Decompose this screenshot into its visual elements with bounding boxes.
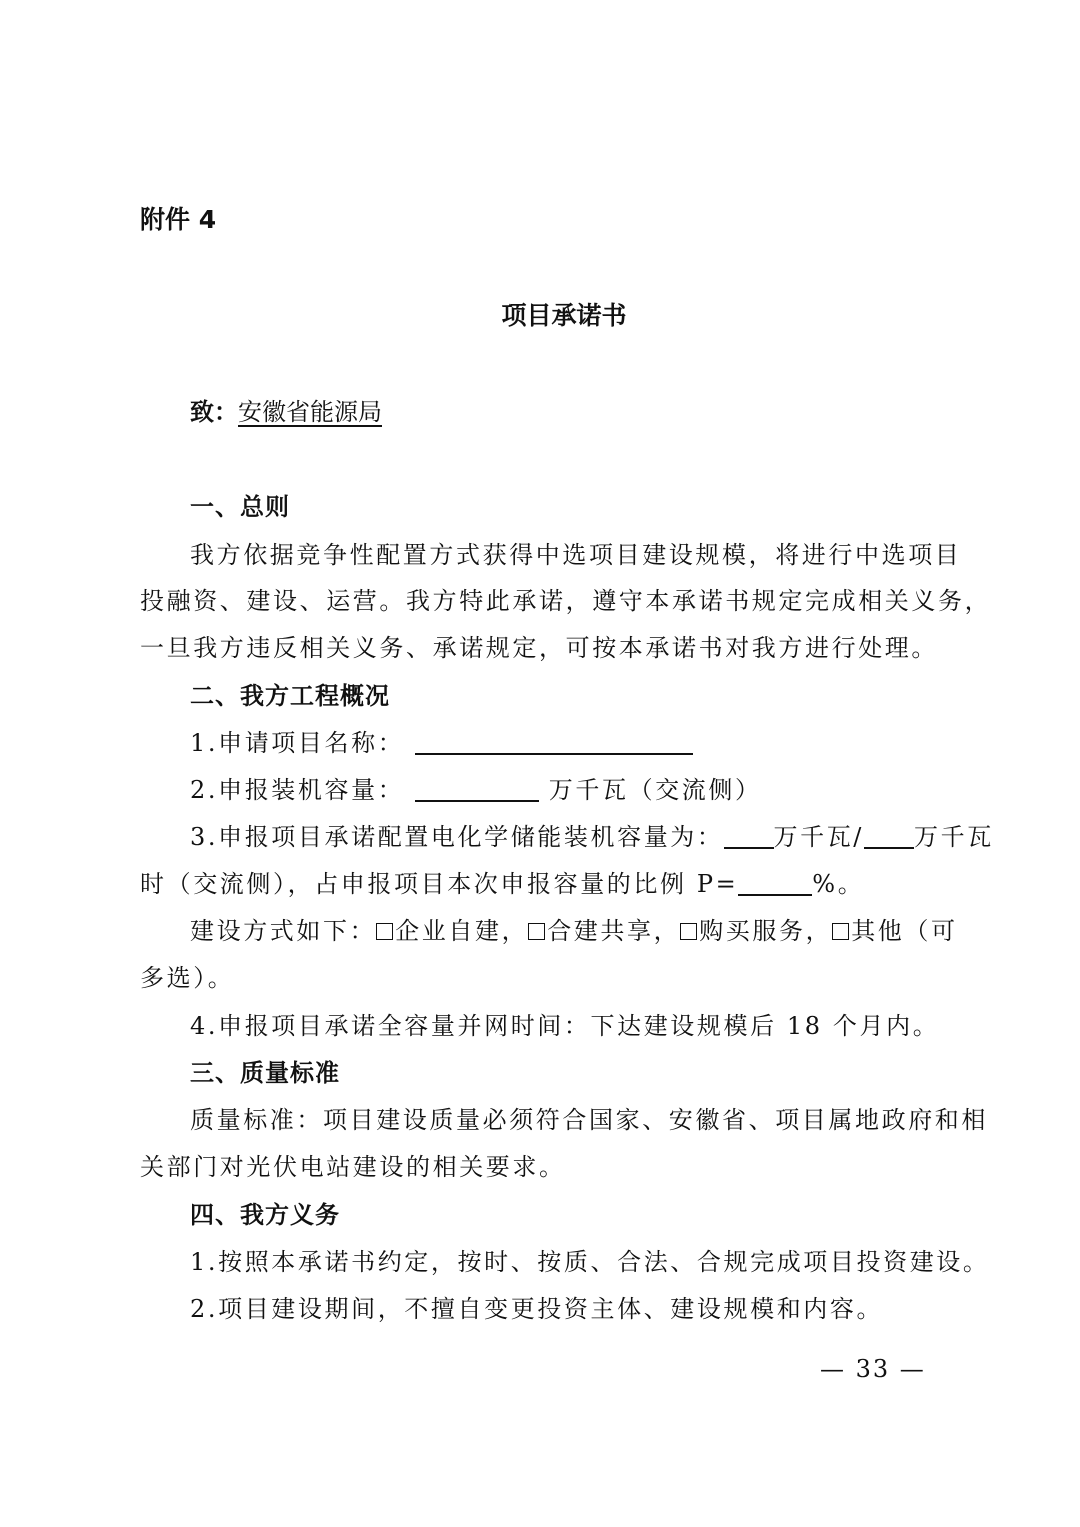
- document-title: 项目承诺书: [501, 301, 627, 330]
- joint-build-checkbox[interactable]: [528, 923, 545, 940]
- capacity-blank: [415, 774, 539, 802]
- storage-row-line-1: [190, 817, 994, 852]
- project-name-label: 1.申请项目名称：: [190, 729, 405, 757]
- obligation-item-2: 2.项目建设期间，不擅自变更投资主体、建设规模和内容。: [190, 1295, 884, 1323]
- capacity-unit: 万千瓦（交流侧）: [538, 776, 762, 804]
- addressee: [190, 392, 382, 427]
- purchase-service-label: 购买服务，: [699, 917, 833, 945]
- page-number: — 33 —: [820, 1355, 926, 1383]
- storage-row-line-2: [140, 864, 864, 899]
- self-build-label: 企业自建，: [395, 917, 529, 945]
- general-paragraph-line-2: 投融资、建设、运营。我方特此承诺，遵守本承诺书规定完成相关义务，: [140, 587, 992, 615]
- quality-paragraph-line-1: 质量标准：项目建设质量必须符合国家、安徽省、项目属地政府和相: [190, 1106, 988, 1134]
- self-build-checkbox[interactable]: [376, 923, 393, 940]
- section-heading-obligations: 四、我方义务: [190, 1201, 340, 1229]
- other-checkbox[interactable]: [832, 923, 849, 940]
- capacity-row: [190, 770, 762, 805]
- build-method-row-line-2: 多选）。: [140, 964, 235, 992]
- project-name-blank: [415, 727, 693, 755]
- grid-connection-row: 4.申报项目承诺全容量并网时间：下达建设规模后 18 个月内。: [190, 1012, 940, 1040]
- storage-power-unit: 万千瓦/: [773, 823, 864, 851]
- build-method-label: 建设方式如下：: [190, 917, 377, 945]
- storage-energy-unit: 万千瓦: [914, 823, 994, 851]
- storage-label: 3.申报项目承诺配置电化学储能装机容量为：: [190, 823, 724, 851]
- purchase-service-checkbox[interactable]: [680, 923, 697, 940]
- obligation-item-1: 1.按照本承诺书约定，按时、按质、合法、合规完成项目投资建设。: [190, 1248, 990, 1276]
- capacity-label: 2.申报装机容量：: [190, 776, 405, 804]
- build-method-row: [190, 911, 958, 946]
- storage-power-blank: [724, 821, 774, 849]
- section-heading-quality: 三、质量标准: [190, 1059, 340, 1087]
- general-paragraph-line-3: 一旦我方违反相关义务、承诺规定，可按本承诺书对我方进行处理。: [140, 634, 938, 662]
- section-heading-general: 一、总则: [190, 493, 290, 521]
- other-label: 其他（可: [851, 917, 958, 945]
- storage-ratio-label: 时（交流侧），占申报项目本次申报容量的比例 P=: [140, 870, 739, 898]
- joint-build-label: 合建共享，: [547, 917, 681, 945]
- general-paragraph-line-1: 我方依据竞争性配置方式获得中选项目建设规模，将进行中选项目: [190, 541, 962, 569]
- addressee-org: 安徽省能源局: [238, 398, 382, 426]
- section-heading-project-overview: 二、我方工程概况: [190, 682, 390, 710]
- addressee-label: 致：: [190, 398, 238, 426]
- project-name-row: [190, 723, 693, 758]
- storage-energy-blank: [864, 821, 914, 849]
- storage-ratio-unit: %。: [812, 870, 865, 898]
- attachment-label: 附件 4: [140, 205, 217, 234]
- storage-ratio-blank: [738, 868, 812, 896]
- quality-paragraph-line-2: 关部门对光伏电站建设的相关要求。: [140, 1153, 566, 1181]
